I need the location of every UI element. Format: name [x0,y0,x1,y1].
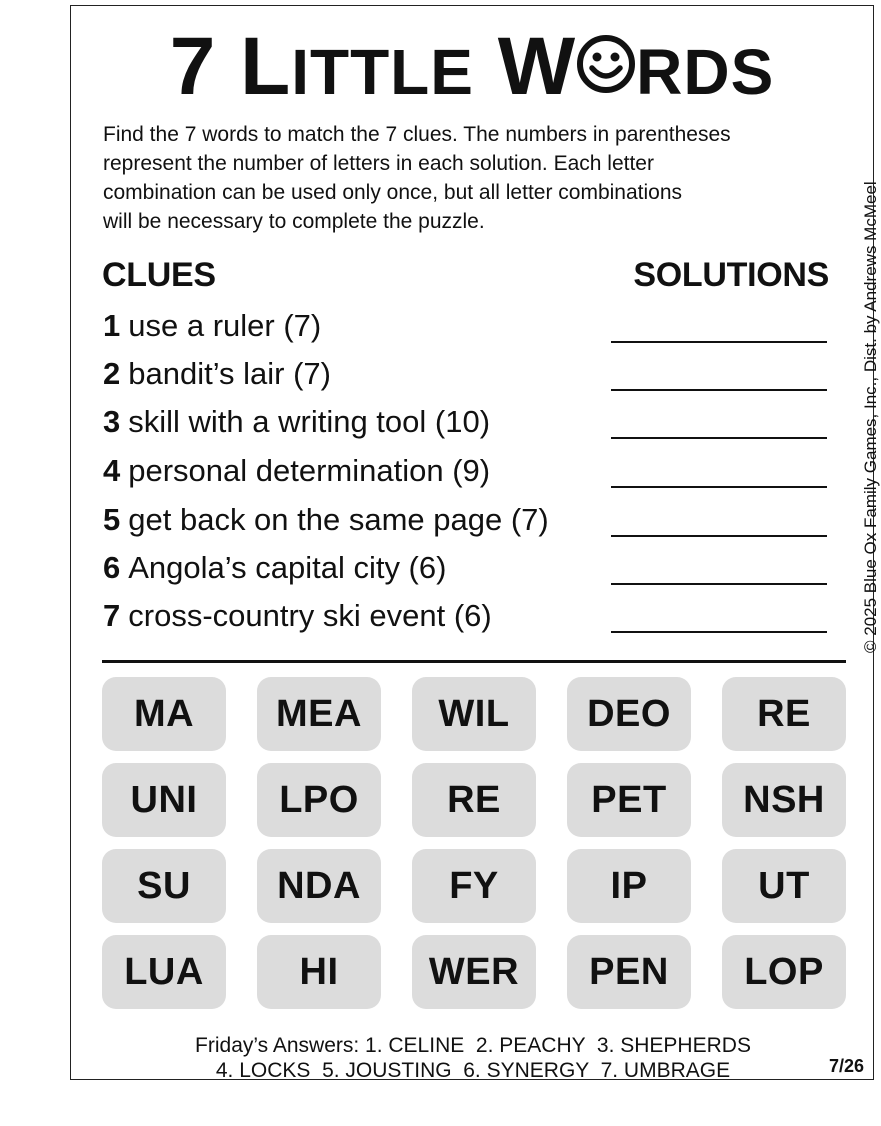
smiley-face-icon [576,34,636,94]
letter-tile[interactable]: LPO [257,763,381,837]
clue-text: bandit’s lair (7) [128,356,331,391]
title-word1-rest: ITTLE [291,36,474,108]
instructions-line: combination can be used only once, but all letter combinations [103,181,683,204]
puzzle-frame [70,5,880,1082]
clue-3 [103,404,490,440]
instructions-line: represent the number of letters in each solution. Each letter [103,152,654,175]
letter-tile[interactable]: WER [412,935,536,1009]
title-number: 7 [169,21,217,112]
clue-number: 1 [103,308,121,343]
letter-tile[interactable]: PET [567,763,691,837]
clue-1 [103,308,321,344]
clue-number: 2 [103,356,121,391]
instructions-line: Find the 7 words to match the 7 clues. The numbers in parentheses [103,123,731,146]
letter-tile[interactable]: RE [722,677,846,751]
clue-number: 7 [103,598,121,633]
clue-text: Angola’s capital city (6) [128,550,447,585]
letter-tile[interactable]: DEO [567,677,691,751]
clue-text: cross-country ski event (6) [128,598,492,633]
instructions-line: will be necessary to complete the puzzle. [103,210,485,233]
clue-text: skill with a writing tool (10) [128,404,491,439]
solution-blank-6[interactable] [611,583,827,585]
puzzle-date: 7/26 [828,1056,864,1076]
clue-text: personal determination (9) [128,453,491,488]
puzzle-title [71,21,873,112]
clue-number: 6 [103,550,121,585]
solution-blank-1[interactable] [611,341,827,343]
title-word2-rest: RDS [636,36,775,108]
letter-tile[interactable]: NDA [257,849,381,923]
solution-blank-7[interactable] [611,631,827,633]
solution-blank-3[interactable] [611,437,827,439]
letter-tile[interactable]: HI [257,935,381,1009]
clue-7 [103,598,492,634]
letter-tile[interactable]: NSH [722,763,846,837]
clue-number: 4 [103,453,121,488]
letter-tile[interactable]: MEA [257,677,381,751]
clue-5 [103,502,549,538]
title-word1-initial: L [240,21,292,112]
clue-6 [103,550,446,586]
clue-number: 5 [103,502,121,537]
letter-tile[interactable]: RE [412,763,536,837]
answers-line: 4. LOCKS 5. JOUSTING 6. SYNERGY 7. UMBRAGE [215,1059,731,1082]
letter-tile[interactable]: FY [412,849,536,923]
letter-tile[interactable]: UT [722,849,846,923]
previous-answers [71,1033,875,1083]
copyright-credit: © 2025 Blue Ox Family Games, Inc., Dist. by Andrews McMeel [861,181,880,653]
letter-tile[interactable]: LUA [102,935,226,1009]
instructions [103,120,853,236]
clue-text: get back on the same page (7) [128,502,549,537]
letter-tile[interactable]: IP [567,849,691,923]
clue-2 [103,356,331,392]
letter-tile[interactable]: PEN [567,935,691,1009]
title-word2-initial: W [497,21,577,112]
clue-text: use a ruler (7) [128,308,322,343]
letter-tile[interactable]: SU [102,849,226,923]
letter-tile[interactable]: LOP [722,935,846,1009]
letter-tile[interactable]: UNI [102,763,226,837]
solution-blank-5[interactable] [611,535,827,537]
solution-blank-2[interactable] [611,389,827,391]
letter-tile[interactable]: MA [102,677,226,751]
solutions-header: SOLUTIONS [633,256,829,294]
clues-header: CLUES [102,256,216,294]
solution-blank-4[interactable] [611,486,827,488]
clue-number: 3 [103,404,121,439]
clue-4 [103,453,490,489]
answers-line: Friday’s Answers: 1. CELINE 2. PEACHY 3. SHEPHERDS [195,1034,751,1057]
letter-tile[interactable]: WIL [412,677,536,751]
divider [102,660,846,663]
